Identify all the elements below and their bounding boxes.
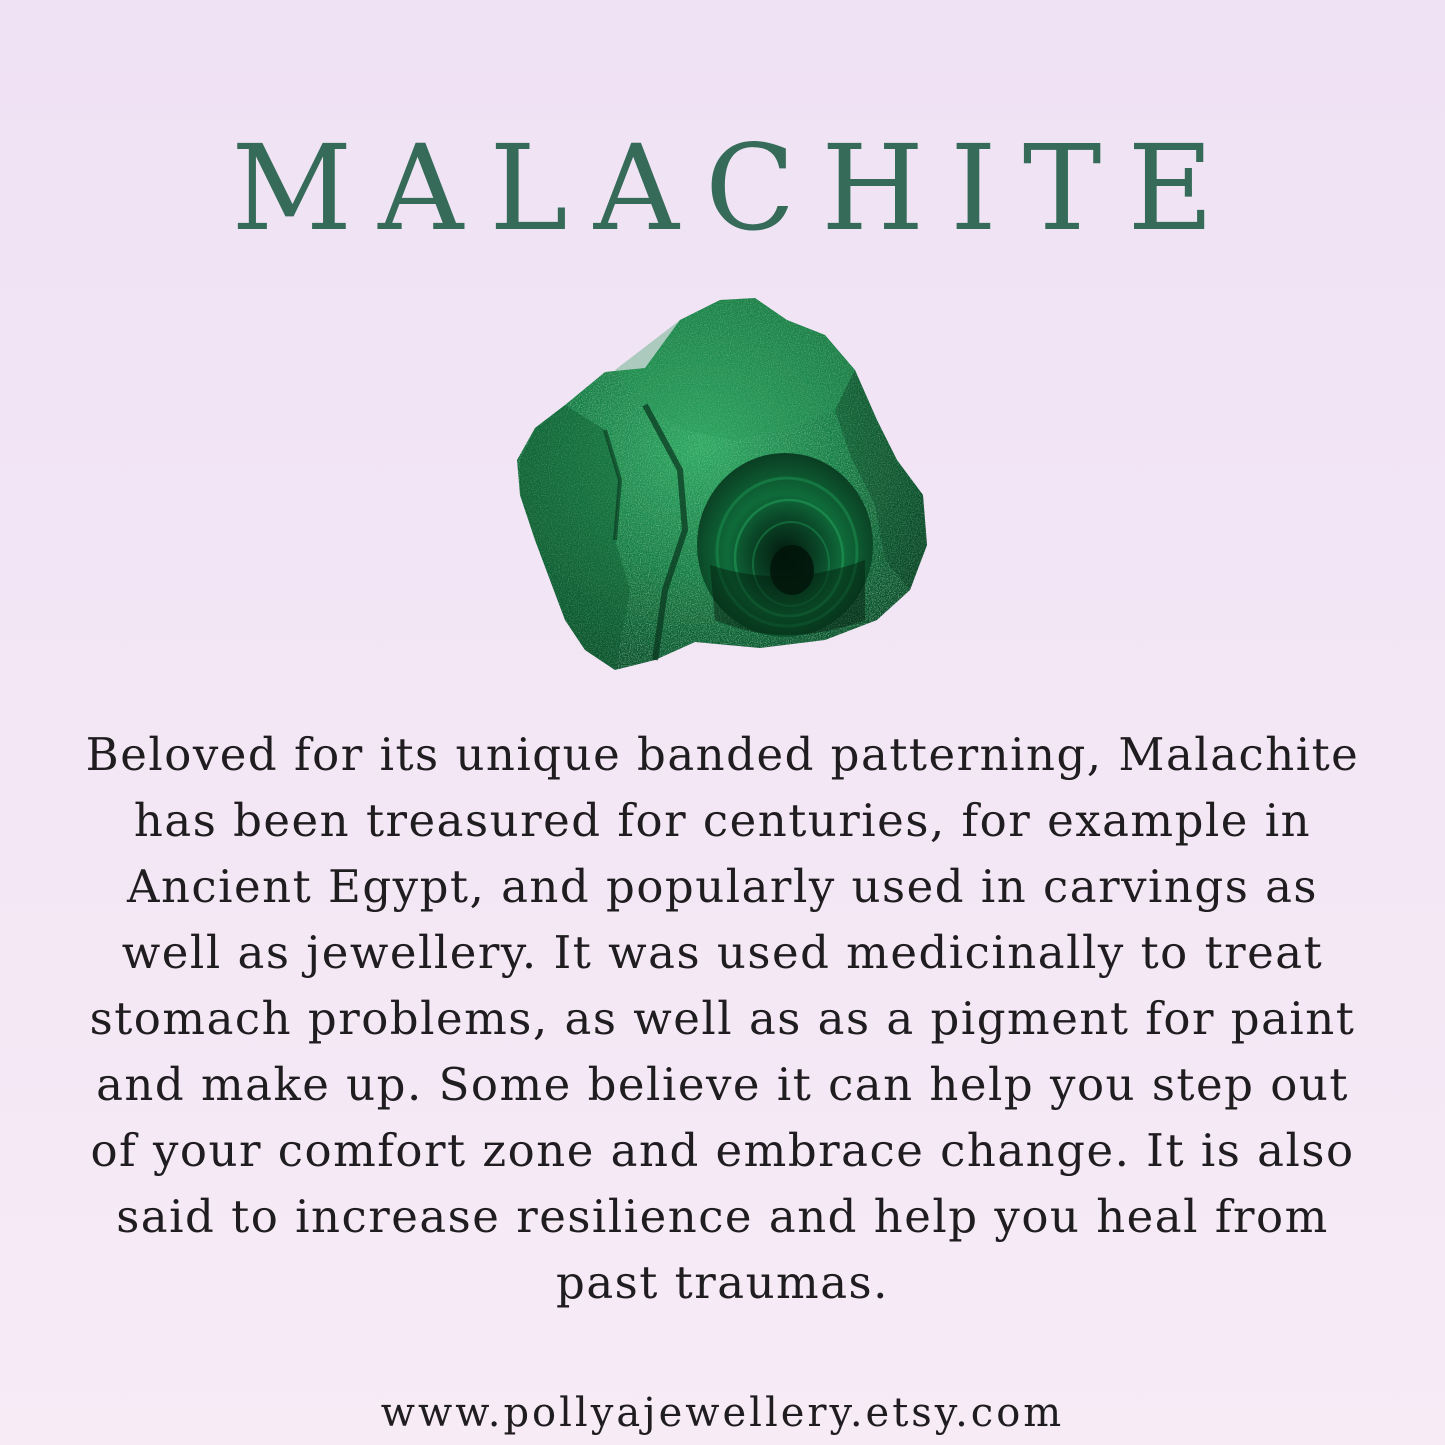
- website-url: www.pollyajewellery.etsy.com: [380, 1390, 1065, 1436]
- description-text: Beloved for its unique banded patterning, Malachite has been treasured for centuries, for example in Ancient Egypt, and popularly used in carvings as well as jewellery. It was used medicinally to treat stomach problems, as well as as a pigment for paint and make up. Some believe it can help you step out of your comfort zone and embrace change. It is also said to increase resilience and help you heal from past traumas.: [85, 728, 1360, 1309]
- malachite-stone-illustration: [505, 290, 935, 680]
- malachite-stone-image: [505, 290, 935, 680]
- page-title: MALACHITE: [231, 119, 1240, 257]
